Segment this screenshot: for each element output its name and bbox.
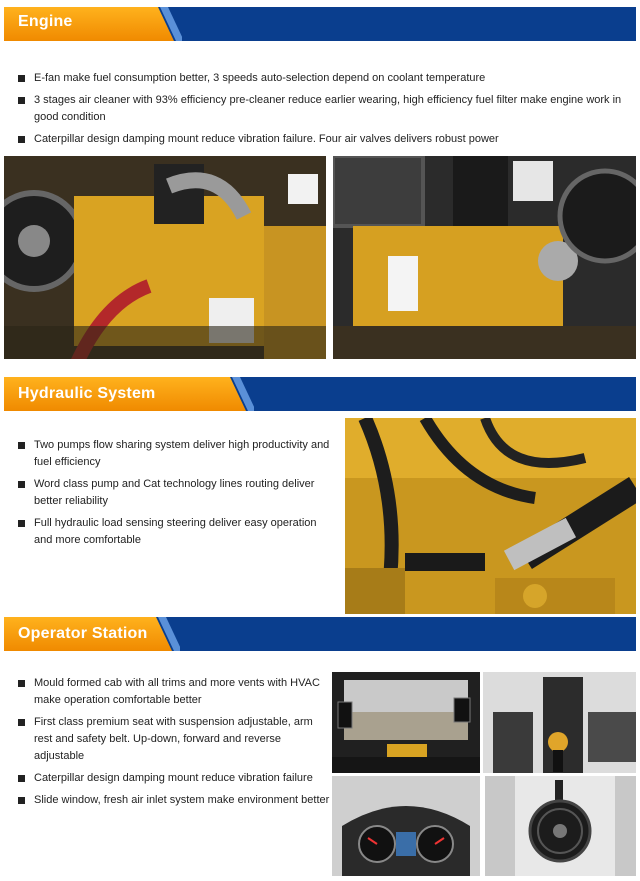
- list-item: Caterpillar design damping mount reduce vibration failure: [18, 770, 330, 787]
- list-item: E-fan make fuel consumption better, 3 speeds auto-selection depend on coolant temperature: [18, 70, 628, 87]
- bullet-square-icon: [18, 520, 25, 527]
- list-item: Mould formed cab with all trims and more vents with HVAC make operation comfortable better: [18, 675, 330, 709]
- engine-bullet-list: [18, 70, 628, 153]
- bullet-square-icon: [18, 775, 25, 782]
- hydraulic-photo: [345, 418, 636, 614]
- list-item: Two pumps flow sharing system deliver high productivity and fuel efficiency: [18, 437, 336, 471]
- list-item: Slide window, fresh air inlet system make environment better: [18, 792, 330, 809]
- cab-view-photo: [332, 672, 480, 773]
- operator-header: [4, 617, 636, 651]
- hydraulic-bullet-list: [18, 437, 336, 554]
- bullet-square-icon: [18, 797, 25, 804]
- bullet-square-icon: [18, 481, 25, 488]
- engine-photo-right: [333, 156, 636, 359]
- operator-title: Operator Station: [18, 625, 148, 642]
- list-item: Full hydraulic load sensing steering deliver easy operation and more comfortable: [18, 515, 336, 549]
- bullet-square-icon: [18, 97, 25, 104]
- list-item: Word class pump and Cat technology lines routing deliver better reliability: [18, 476, 336, 510]
- hydraulic-title: Hydraulic System: [18, 385, 156, 402]
- hydraulic-header: [4, 377, 636, 411]
- bullet-square-icon: [18, 442, 25, 449]
- dashboard-photo: [332, 776, 480, 876]
- bullet-square-icon: [18, 75, 25, 82]
- list-item: 3 stages air cleaner with 93% efficiency pre-cleaner reduce earlier wearing, high efficiency fuel filter make engine work in good condition: [18, 92, 628, 126]
- bullet-square-icon: [18, 719, 25, 726]
- engine-header: [4, 7, 636, 41]
- operator-bullet-list: [18, 675, 330, 814]
- seat-controls-photo: [483, 672, 636, 773]
- engine-photo-left: [4, 156, 326, 359]
- bullet-square-icon: [18, 680, 25, 687]
- bullet-square-icon: [18, 136, 25, 143]
- list-item: First class premium seat with suspension adjustable, arm rest and safety belt. Up-down, forward and reverse adjustable: [18, 714, 330, 765]
- list-item: Caterpillar design damping mount reduce vibration failure. Four air valves delivers robust power: [18, 131, 628, 148]
- engine-title: Engine: [18, 13, 73, 30]
- cab-fan-photo: [485, 776, 636, 876]
